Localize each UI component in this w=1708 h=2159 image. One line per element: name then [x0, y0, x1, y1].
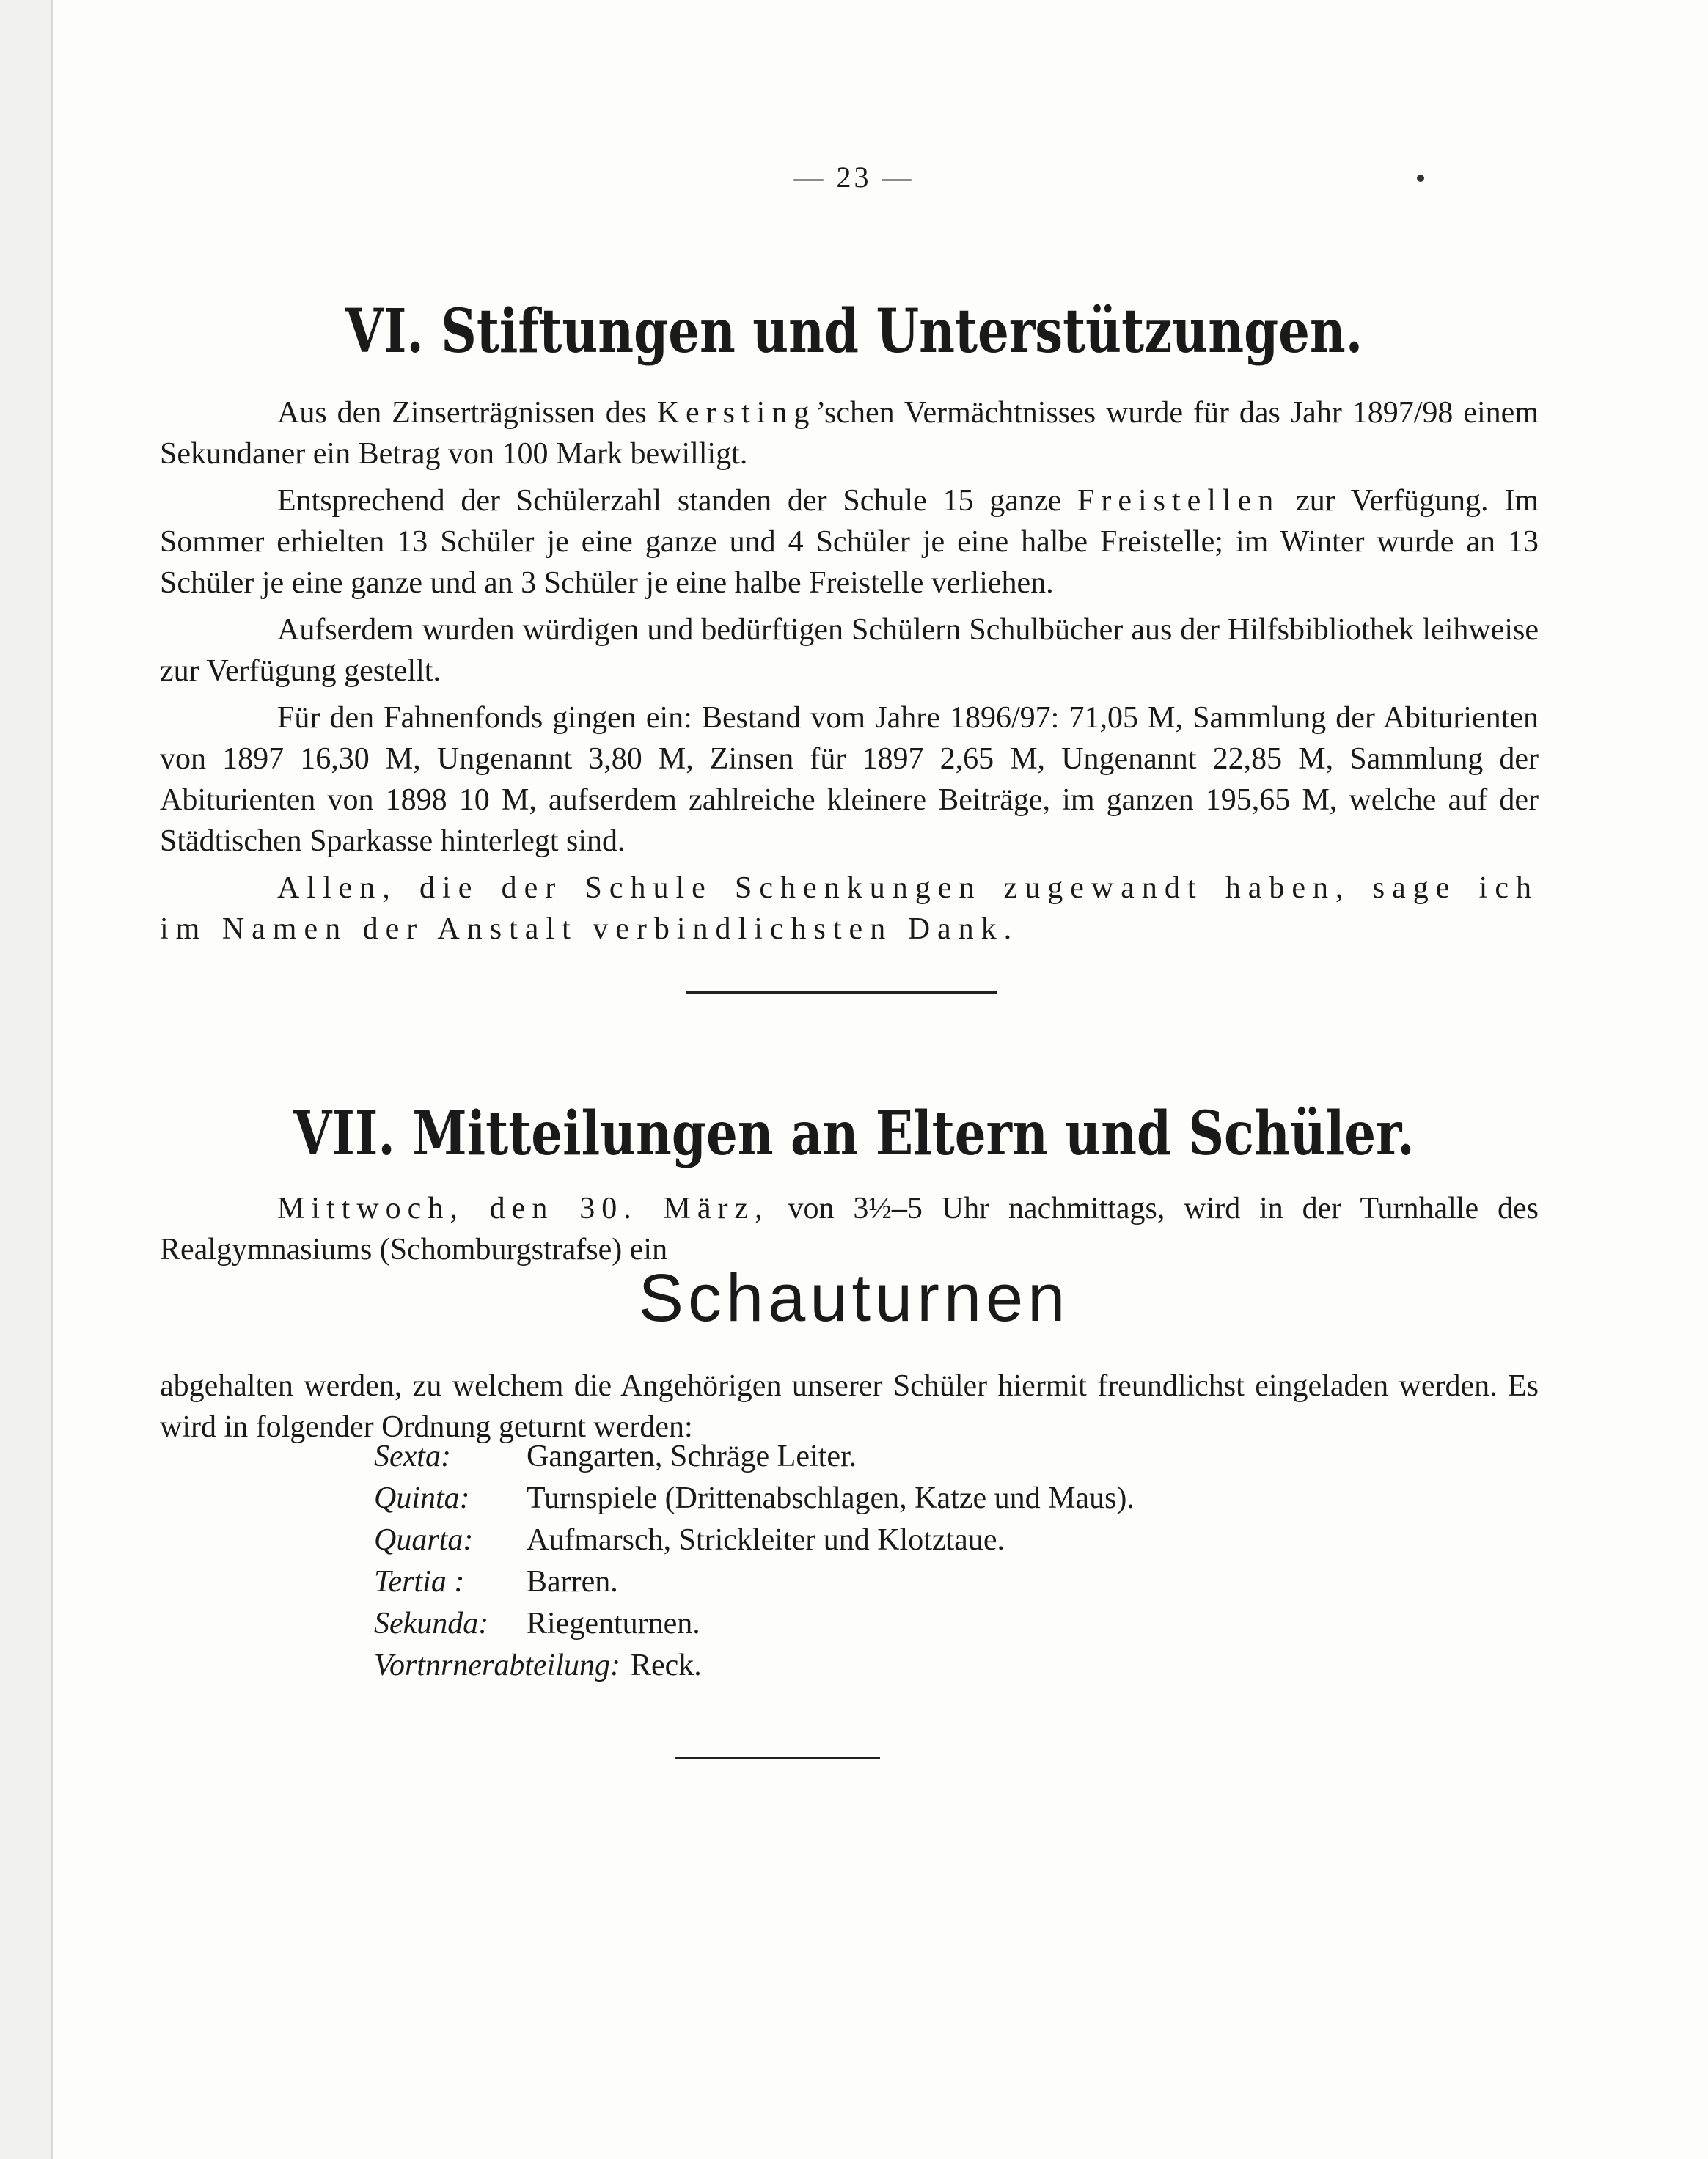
section-6-body	[160, 392, 1539, 950]
list-item	[374, 1645, 1401, 1687]
section-7-title: Mitteilungen an Eltern und Schüler.	[412, 1099, 1415, 1169]
paragraph-einladung: abgehalten werden, zu welchem die Angehörigen unserer Schüler hiermit freundlichst eingeladen werden. Es wird in folgender Ordnung geturnt werden:	[160, 1369, 1539, 1444]
page-number: — 23 —	[793, 161, 915, 194]
term-freistellen: Freistellen	[1077, 484, 1280, 518]
paragraph-fahnenfonds: Für den Fahnenfonds gingen ein: Bestand vom Jahre 1896/97: 71,05 M, Sammlung der Abiturienten von 1897 16,30 M, Ungenannt 3,80 M, Zinsen für 1897 2,65 M, Ungenannt 22,85 M, Sammlung der Abiturienten von 1898 10 M, aufserdem zahlreiche kleinere Beiträge, im ganzen 195,65 M, welche auf der Städtischen Sparkasse hinterlegt sind.	[160, 701, 1539, 858]
schedule-list	[374, 1436, 1401, 1687]
event-title: Schauturnen	[638, 1261, 1070, 1335]
class-name: Quarta:	[374, 1523, 474, 1557]
name-kersting: Kersting	[656, 396, 816, 430]
activity: Gangarten, Schräge Leiter.	[527, 1440, 857, 1473]
section-divider	[675, 1757, 880, 1759]
paragraph-text: von 3½–5 Uhr nachmittags, wird in der Turnhalle des Realgymnasiums (Schomburgstrafse) ein	[160, 1192, 1539, 1267]
section-6-numeral: VI.	[345, 296, 424, 367]
paragraph-dank: Allen, die der Schule Schenkungen zugewandt haben, sage ich im Namen der Anstalt verbindlichsten Dank.	[160, 871, 1539, 946]
class-name: Sexta:	[374, 1440, 451, 1473]
list-item	[374, 1478, 1401, 1520]
list-item	[374, 1520, 1401, 1561]
activity: Barren.	[527, 1565, 618, 1599]
activity: Riegenturnen.	[527, 1607, 700, 1641]
activity: Reck.	[630, 1649, 702, 1682]
class-name: Quinta:	[374, 1481, 470, 1515]
section-7-heading	[154, 1099, 1555, 1169]
class-name: Tertia :	[374, 1565, 465, 1599]
section-6-heading	[154, 296, 1555, 367]
list-item	[374, 1436, 1401, 1478]
section-6-title: Stiftungen und Unterstützungen.	[441, 296, 1363, 367]
paragraph-kersting	[160, 392, 1539, 474]
paragraph-buecher: Aufserdem wurden würdigen und bedürftigen Schülern Schulbücher aus der Hilfsbibliothek leihweise zur Verfügung gestellt.	[160, 613, 1539, 688]
page-edge	[0, 0, 53, 2159]
class-name: Vortnrnerabteilung:	[374, 1649, 620, 1682]
list-item	[374, 1561, 1401, 1603]
ink-speck	[1417, 175, 1424, 182]
paragraph-freistellen	[160, 480, 1539, 604]
section-7-numeral: VII.	[293, 1099, 395, 1169]
section-divider	[686, 991, 997, 994]
section-7-intro	[160, 1188, 1539, 1270]
date-emphasis: Mittwoch, den 30. März,	[277, 1192, 769, 1225]
paragraph-termin	[160, 1188, 1539, 1270]
paragraph-text: zur Verfügung. Im Sommer erhielten 13 Schüler je eine ganze und 4 Schüler je eine halbe Freistelle; im Winter wurde an 13 Schüler je eine ganze und an 3 Schüler je eine halbe Freistelle verliehen.	[160, 484, 1539, 600]
list-item	[374, 1603, 1401, 1645]
activity: Turnspiele (Drittenabschlagen, Katze und Maus).	[527, 1481, 1135, 1515]
paragraph-text: Entsprechend der Schülerzahl standen der Schule 15 ganze	[277, 484, 1077, 518]
class-name: Sekunda:	[374, 1607, 489, 1641]
activity: Aufmarsch, Strickleiter und Klotztaue.	[527, 1523, 1005, 1557]
paragraph-text: Aus den Zinserträgnissen des	[277, 396, 657, 430]
paragraph-text: ’schen Vermächtnisses wurde für das Jahr 1897/98 einem Sekundaner ein Betrag von 100 Mark bewilligt.	[160, 396, 1539, 471]
